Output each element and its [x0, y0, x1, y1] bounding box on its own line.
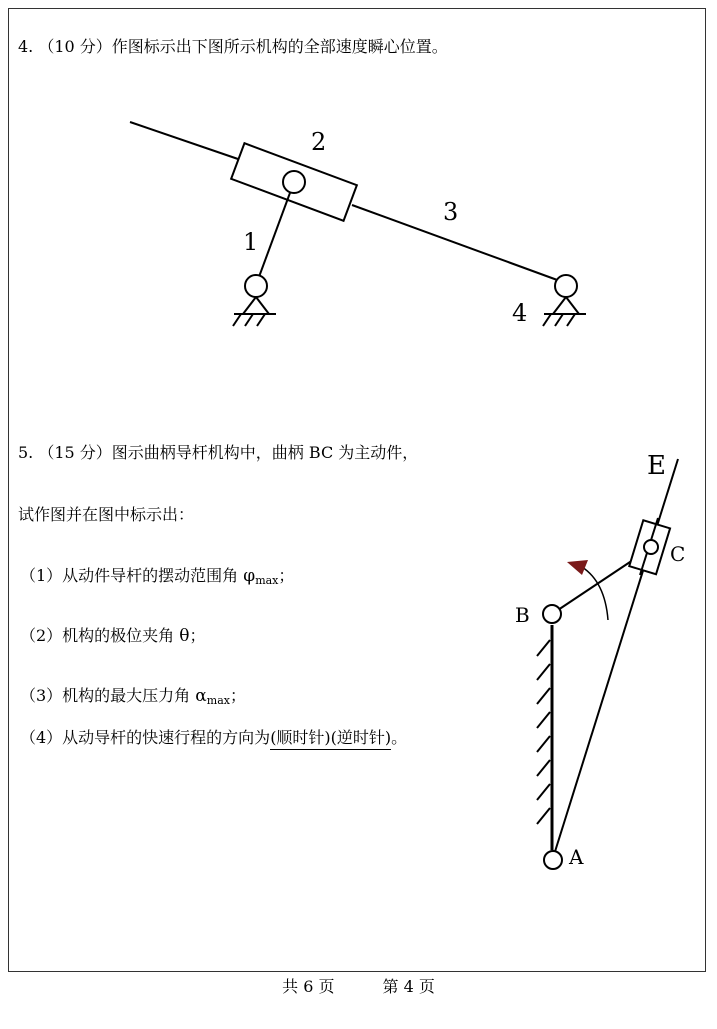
question-4-text: 4. （10 分）作图标示出下图所示机构的全部速度瞬心位置。: [18, 37, 448, 56]
alpha-subscript: max: [206, 694, 230, 707]
label-link-2: 2: [311, 128, 327, 156]
rotation-arrow-head: [567, 560, 588, 575]
guide-bar-AE: [553, 459, 678, 858]
label-link-3: 3: [443, 198, 459, 226]
question-5-line-1: 5. （15 分）图示曲柄导杆机构中，曲柄 BC 为主动件，: [18, 443, 419, 462]
question-5-item-2: [20, 626, 206, 646]
label-B: B: [515, 603, 530, 627]
joint-C: [644, 540, 658, 554]
ground-hatching: [537, 640, 550, 824]
question-5-item-4: [20, 728, 407, 748]
joint-B: [543, 605, 561, 623]
footer-current-page: 第 4 页: [382, 977, 435, 996]
ground-pivot-left: [233, 275, 276, 326]
item-1-prefix: （1）从动件导杆的摆动范围角: [20, 566, 244, 585]
theta-symbol: θ: [179, 626, 190, 646]
joint-A: [544, 851, 562, 869]
label-link-1: 1: [243, 228, 259, 256]
item-2-prefix: （2）机构的极位夹角: [20, 626, 180, 645]
slider-pin-joint: [283, 171, 305, 193]
label-A: A: [569, 845, 584, 869]
phi-subscript: max: [255, 574, 279, 587]
item-1-suffix: ；: [278, 566, 295, 585]
page-footer: [0, 977, 717, 997]
link3-left-segment: [130, 122, 238, 159]
q5-mechanism-diagram: [515, 451, 685, 869]
rotation-arc: [582, 567, 608, 620]
phi-symbol: φ: [243, 566, 256, 586]
item-4-answer-choices: (顺时针)(逆时针): [270, 728, 391, 750]
item-4-suffix: 。: [391, 728, 408, 747]
label-E: E: [647, 451, 666, 481]
link1-crank: [256, 182, 294, 285]
label-link-4: 4: [512, 299, 528, 327]
item-4-prefix: （4）从动导杆的快速行程的方向为: [20, 728, 271, 747]
question-5-item-1: [20, 566, 294, 591]
footer-total-pages: 共 6 页: [282, 977, 335, 996]
alpha-symbol: α: [195, 686, 207, 706]
question-5-item-3: [20, 686, 246, 711]
item-3-prefix: （3）机构的最大压力角: [20, 686, 196, 705]
item-2-suffix: ；: [189, 626, 206, 645]
item-3-suffix: ；: [229, 686, 246, 705]
question-5-line-2: 试作图并在图中标示出：: [18, 505, 195, 524]
ground-pivot-right: [543, 275, 586, 326]
label-C: C: [670, 542, 686, 566]
